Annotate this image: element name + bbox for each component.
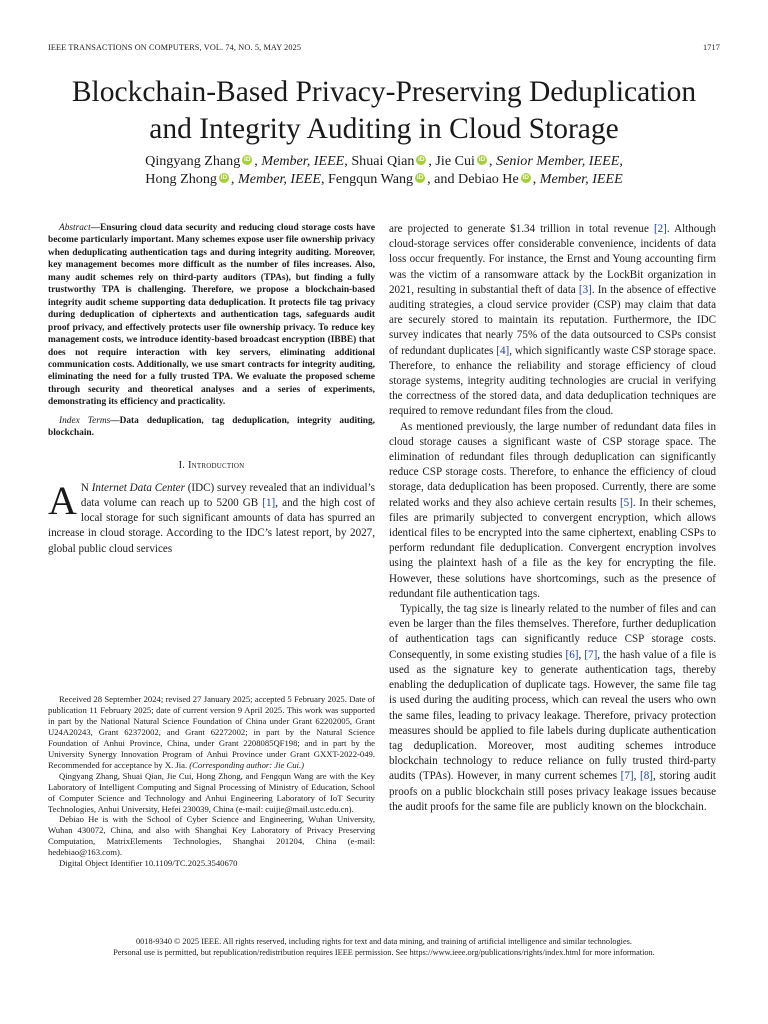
drop-cap-letter: A bbox=[48, 477, 77, 523]
author-membership: Member, IEEE bbox=[261, 153, 345, 169]
body-text: , storing audit proofs on a public blockchain still poses privacy leakage issues because the audit proofs for the same file are publicly known on the blockchain. bbox=[389, 770, 717, 813]
author-name: Fengqun Wang bbox=[327, 171, 414, 187]
body-text: , the hash value of a file is used as the signature key to generate authentication tags, thereby enabling the deduplication of duplicate tags. However, the same file tag is used during the auditing process, which can reveal the users who own the same files, leading to privacy leakage. Therefore, privacy protection measures should be applied to file labels during duplicate authentication tag deduplication. Moreover, most auditing schemes introduce blockchain technology to reduce reliance on fully trusted third-party audits (TPAs). However, in many current schemes bbox=[389, 648, 717, 783]
author-list bbox=[40, 152, 728, 188]
citation-link[interactable]: [8] bbox=[640, 770, 653, 783]
body-paragraph-3 bbox=[389, 602, 716, 815]
copyright-notice bbox=[30, 936, 738, 959]
author-name: Debiao He bbox=[458, 171, 519, 187]
author-name: Jie Cui bbox=[435, 153, 475, 169]
abstract-label: Abstract bbox=[59, 223, 91, 233]
body-text: , bbox=[633, 770, 641, 783]
copyright-line-2: Personal use is permitted, but republication/redistribution requires IEEE permission. See https://www.ieee.org/publications/rights/index.html for more information. bbox=[113, 948, 655, 958]
citation-link[interactable]: [7] bbox=[620, 770, 634, 783]
paper-title-line-1: Blockchain-Based Privacy-Preserving Deduplication bbox=[71, 76, 697, 108]
body-text: , which significantly waste CSP storage space. Therefore, to enhance the reliability and storage efficiency of cloud storage systems, integrity auditing technologies are crucial in verifying the correctness of the stored data, and data deduplication techniques are required to remove redundant files from the cloud. bbox=[389, 344, 716, 418]
index-terms bbox=[48, 415, 375, 440]
orcid-icon[interactable]: iD bbox=[418, 156, 425, 163]
paper-title bbox=[30, 74, 738, 148]
citation-link[interactable]: [3] bbox=[578, 283, 592, 296]
left-column bbox=[48, 222, 375, 557]
intro-text: (IDC) survey revealed that an individual’s data volume can reach up to 5200 GB bbox=[80, 481, 375, 509]
journal-running-title: IEEE TRANSACTIONS ON COMPUTERS, VOL. 74, NO. 5, MAY 2025 bbox=[48, 43, 302, 52]
abstract bbox=[48, 222, 375, 409]
footnote-doi: Digital Object Identifier 10.1109/TC.2025.3540670 bbox=[59, 858, 238, 869]
citation-link[interactable]: [6] bbox=[565, 648, 579, 661]
section-number: I. bbox=[178, 459, 186, 471]
index-terms-text: —Data deduplication, tag deduplication, integrity auditing, blockchain. bbox=[48, 415, 376, 439]
index-terms-label: Index Terms bbox=[59, 415, 111, 426]
section-title: Introduction bbox=[187, 459, 245, 471]
citation-link[interactable]: [7] bbox=[584, 648, 598, 661]
first-page-footnotes bbox=[48, 694, 375, 869]
orcid-icon[interactable]: iD bbox=[244, 156, 251, 163]
section-heading-introduction bbox=[48, 460, 375, 471]
right-column bbox=[389, 222, 716, 815]
author-line-2: Hong Zhong iD , Member, IEEE, Fengqun Wang iD , and Debiao He iD , Member, IEEE bbox=[145, 171, 623, 187]
author-membership: Senior Member, IEEE bbox=[496, 153, 620, 169]
author-name: Hong Zhong bbox=[145, 171, 217, 187]
author-membership: Member, IEEE bbox=[539, 171, 623, 187]
orcid-icon[interactable]: iD bbox=[522, 174, 529, 181]
orcid-icon[interactable]: iD bbox=[220, 174, 228, 181]
intro-text: , and the high cost of local storage for such significant amounts of data has spurred an increase in cloud storage. According to the IDC’s latest report, by 2027, global public cloud services bbox=[48, 496, 376, 555]
body-text: . In the absence of effective auditing strategies, a cloud service provider (CSP) may claim that data are securely stored to maintain its reputation. Furthermore, the IDC survey indicates that nearly 75% of the data outsourced to CSPs consist of redundant duplicates bbox=[389, 283, 717, 357]
citation-link[interactable]: [5] bbox=[619, 496, 633, 509]
body-text: Typically, the tag size is linearly related to the number of files and can even be larger than the files themselves. Therefore, further deduplication of authentication tags can significantly reduce CSP storage costs. Consequently, in some existing studies bbox=[389, 603, 716, 661]
body-text: , bbox=[578, 648, 585, 661]
citation-link[interactable]: [2] bbox=[653, 223, 667, 235]
body-text: . Although cloud-storage services offer considerable convenience, incidents of data loss occur frequently. For instance, the Ernst and Young accounting firm was the victim of a ransomware attack by the LockBit organization in 2021, resulting in substantial theft of data bbox=[389, 223, 716, 296]
footnote-corresponding-author: (Corresponding author: Jie Cui.) bbox=[189, 759, 304, 770]
abstract-text: —Ensuring cloud data security and reducing cloud storage costs have become particularly important. Many schemes expose user file ownership privacy when deduplicating authentication tags and during integrity auditing. Moreover, key management becomes more difficult as the number of files increases. Also, many audit schemes rely on third-party auditors (TPAs), but finding a fully trustworthy TPA is challenging. Therefore, we propose a blockchain-based integrity audit scheme supporting data deduplication. It protects file tag privacy during deduplication of ciphertexts and authentication tags, safeguards audit proof privacy, and effectively protects user file ownership privacy. To reduce key management costs, we introduce identity-based broadcast encryption (IBBE) that does not require interaction with key servers, eliminating additional communication costs. Additionally, we use smart contracts for integrity auditing, eliminating the need for a fully trusted TPA. We evaluate the proposed scheme through security and theoretical analyses and a series of experiments, demonstrating its efficiency and practicality. bbox=[48, 223, 375, 408]
running-head bbox=[48, 43, 720, 55]
author-membership: Member, IEEE bbox=[237, 171, 321, 187]
intro-paragraph bbox=[48, 477, 376, 557]
citation-link[interactable]: [4] bbox=[496, 344, 510, 357]
body-text: . In their schemes, files are primarily subjected to convergent encryption, which allows identical files to be encrypted into the same ciphertext, enabling CSPs to perform redundant file deduplication. Convergent encryption involves using the plaintext hash of a file as the key for encrypting the file. However, these solutions have shortcomings, such as the presence of redundant file authentication tags. bbox=[389, 496, 717, 600]
author-name: Qingyang Zhang bbox=[145, 153, 241, 169]
body-text: As mentioned previously, the large number of redundant data files in cloud storage causes a significant waste of CSP storage space. The elimination of redundant files through deduplication can significantly reduce CSP storage costs. Therefore, to enhance the efficiency of cloud storage, data deduplication has been proposed. Currently, there are some related works and they also achieve certain results bbox=[389, 420, 716, 509]
body-text: are projected to generate $1.34 trillion in total revenue bbox=[389, 223, 654, 235]
citation-link[interactable]: [1] bbox=[262, 496, 276, 509]
author-name: Shuai Qian bbox=[351, 153, 415, 169]
page-number: 1717 bbox=[703, 43, 720, 52]
footnote-received bbox=[48, 694, 375, 771]
footnote-received-text: Received 28 September 2024; revised 27 January 2025; accepted 5 February 2025. Date of publication 11 February 2025; date of current version 9 April 2025. This work was supported in part by the National Natural Science Foundation of China under Grant 62202005, Grant U24A20243, Grant 62372002, and Grant 62272002; in part by the Natural Science Foundation of Anhui Province, China, under Grant 2208085QF198; and in part by the University Synergy Innovation Program of Anhui Province under Grant GXXT-2022-049. Recommended for acceptance by X. Jia. bbox=[48, 694, 375, 770]
orcid-icon[interactable]: iD bbox=[478, 156, 486, 163]
intro-italic-term: Internet Data Center bbox=[91, 481, 185, 494]
and-conjunction: and bbox=[434, 171, 455, 187]
intro-text: N bbox=[80, 481, 92, 494]
copyright-line-1: 0018-9340 © 2025 IEEE. All rights reserved, including rights for text and data mining, and training of artificial intelligence and similar technologies. bbox=[136, 937, 632, 946]
footnote-affiliation-2: Debiao He is with the School of Cyber Science and Engineering, Wuhan University, Wuhan 430072, China, and also with Shanghai Key Laboratory of Privacy Preserving Computation, MatrixElements Technologies, Shanghai 201204, China (e-mail: hedebiao@163.com). bbox=[48, 814, 375, 858]
author-line-1: Qingyang Zhang iD , Member, IEEE, Shuai Qian iD , Jie Cui iD , Senior Member, IEEE, bbox=[145, 153, 623, 169]
body-paragraph-1 bbox=[389, 222, 716, 420]
orcid-icon[interactable]: iD bbox=[416, 174, 424, 181]
paper-title-line-2: and Integrity Auditing in Cloud Storage bbox=[149, 113, 619, 145]
footnote-affiliation-1: Qingyang Zhang, Shuai Qian, Jie Cui, Hong Zhong, and Fengqun Wang are with the Key Laboratory of Intelligent Computing and Signal Processing of Ministry of Education, School of Computer Science and Technology and Anhui Engineering Laboratory of IoT Security Technologies, Anhui University, Hefei 230039, China (e-mail: cuijie@mail.ustc.edu.cn). bbox=[48, 770, 375, 814]
body-paragraph-2 bbox=[389, 420, 716, 602]
